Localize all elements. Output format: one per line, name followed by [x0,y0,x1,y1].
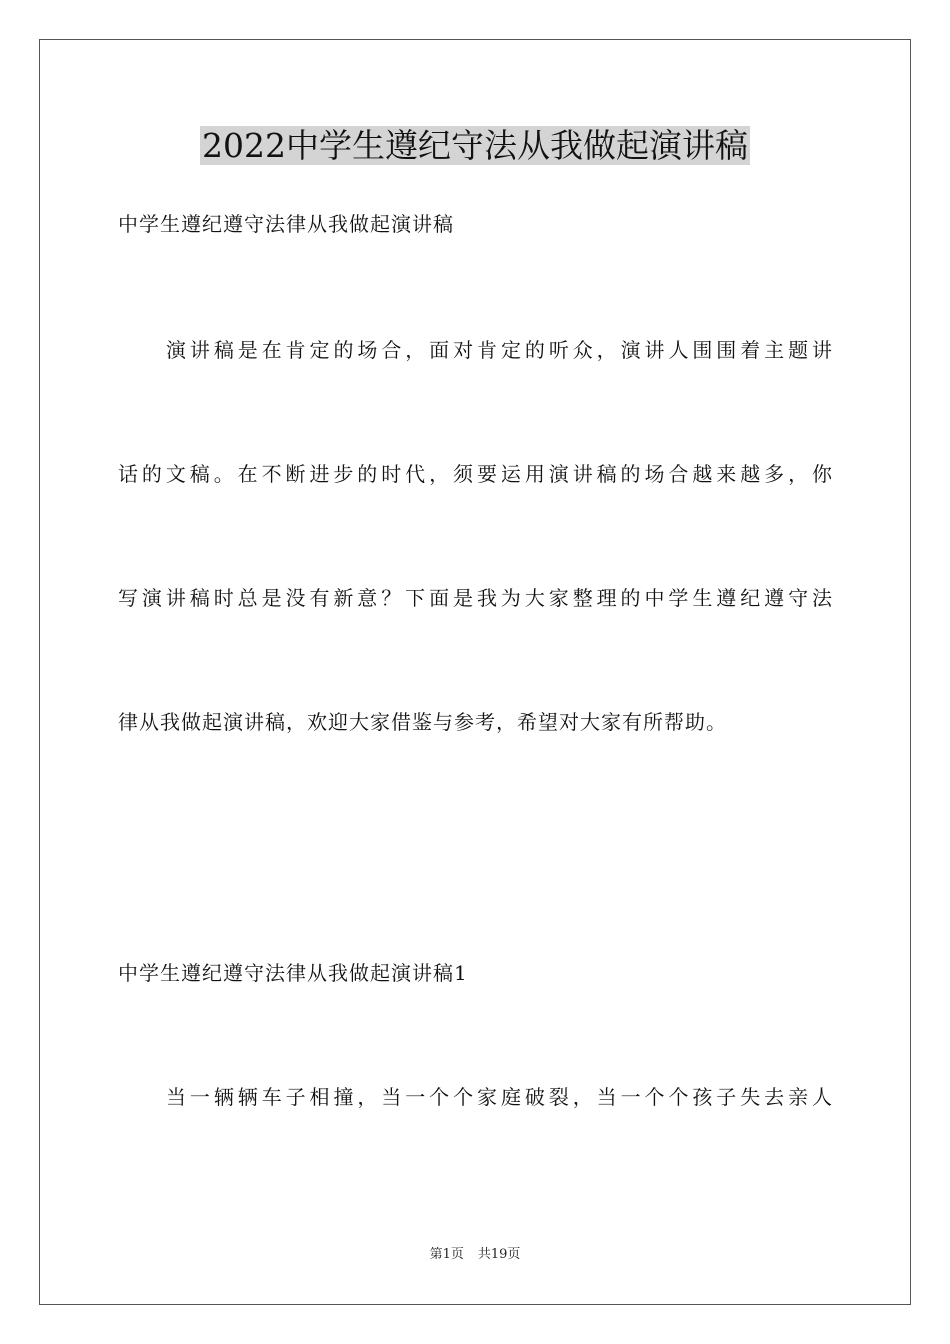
document-title-text: 2022中学生遵纪守法从我做起演讲稿 [202,126,748,165]
intro-paragraph-line-1: 演讲稿是在肯定的场合，面对肯定的听众，演讲人围围着主题讲 [166,338,833,362]
document-subtitle: 中学生遵纪遵守法律从我做起演讲稿 [118,212,454,236]
page-total: 共19页 [477,1247,521,1262]
section-heading: 中学生遵纪遵守法律从我做起演讲稿1 [118,961,468,985]
page-footer [0,1245,950,1265]
intro-paragraph-line-4: 律从我做起演讲稿，欢迎大家借鉴与参考，希望对大家有所帮助。 [118,710,727,734]
document-title [0,122,950,170]
page-number: 第1页 [429,1247,464,1262]
intro-paragraph-line-3: 写演讲稿时总是没有新意？下面是我为大家整理的中学生遵纪遵守法 [118,586,833,610]
intro-paragraph-line-2: 话的文稿。在不断进步的时代，须要运用演讲稿的场合越来越多，你 [118,462,833,486]
section-paragraph-line-1: 当一辆辆车子相撞，当一个个家庭破裂，当一个个孩子失去亲人 [166,1085,833,1109]
